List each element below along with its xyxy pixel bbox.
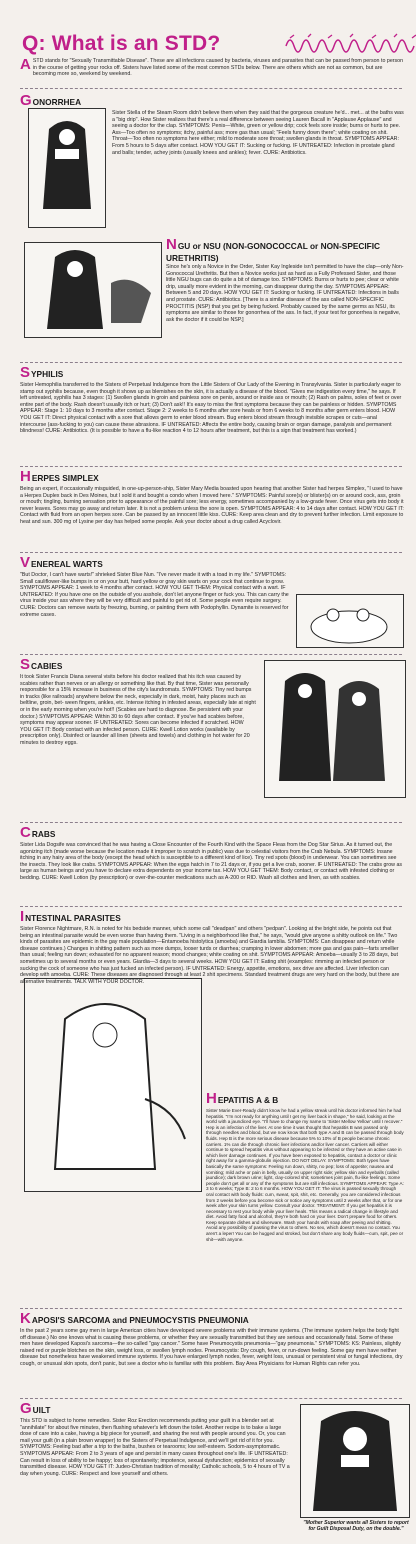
herpes-text: Being an expert, if occasionally misguided, in one-up-person-ship, Sister Mary Media boasted upon hearing that another Sister had herpes Simplex, "I used to have a Herpes Duplex back in Des Moines, but I sold it and bought a condo when I moved here." SYMPTOMS: Painful sore(s) or blister(s) on or around cock, ass, groin or mouth; tingling, burning sensation prior to appearance of the painful sore; less energy, sometimes accompanied by a low-grade fever. Once virus gets into body it never leaves. Sores may go away and return later. It is not a problem unless the sore is open. SYMPTOMS APPEAR: 4 to 14 days after contact. HOW YOU GET IT: Contact with fluid from an open herpes sore. Can be passed by an innocent little kiss. CURE: Keep area clean and dry to prevent further infection. Limit exposure to heat and sun. 300 mg of Lysine per day has helped some people. Ask your doctor about a drug called Acyclovir.: [20, 486, 404, 525]
guilt-heading: UILT: [32, 1405, 51, 1415]
section-divider: [20, 88, 402, 89]
page-title: Q: What is an STD?: [22, 32, 221, 55]
hepatitis-text: Sister Marie Ever-Ready didn't know he had a yellow streak until his doctor informed him he had hepatitis. "I'm not ready for anything until I get my liver back in shape," he said, looking at the world with a jaundiced eye. "I'll have to change my name to 'Sister Mellow Yellow' until I recover." Hep is an infection of the liver. At one time it was thought that hepatitis B was passed only through needles and blood, but we now know that both type A and B can be passed through body fluids. Hep B is the more serious disease because 5% to 10% of B people become chronic carriers. 1% can die through chronic liver infections and/or liver cancer. Carriers will either continue to spread hepatitis virus without appearing to be infected or they have an active case in which liver damage continues. If you have been exposed to hepatitis, contact a doctor or clinic right away for a gamma-globulin injection. DO NOT DELAY. SYMPTOMS: Both types have basically the same symptoms: Feeling run down, shitty, no pep; loss of appetite; nausea and vomiting; mild ache or pain in belly, usually on upper right side; yellow skin and eyeballs (called jaundice); dark brown urine; light, clay-colored shit; sometimes joint pain, flu-like feelings. Some people don't get all or any of the symptoms but are still infectious. SYMPTOMS APPEAR: Type A: 3 to 6 weeks; Type B: 2 to 6 months. HOW YOU GET IT: The virus is passed sexually through oral contact with body fluids: cum, sweat, spit, shit, etc. Generally, you are considered infectious from 2 weeks before you become sick or notice any symptoms until 2 weeks after that, or for one week after your skin turns yellow. Consult your doctor. TREATMENT: If you get hepatitis it is necessary to rest your body while your liver heals. This means a radical change in lifestyle and diet. Avoid fatty food and alcohol, they're both hard on your liver. Don't prepare food for others. Keep separate dishes and silverware. Wash your hands with soap after peeing and shitting. Avoid any possibility of passing the virus to others. No sex, which doesn't mean no contact. You aren't a leper! You can be hugged and stroked, but don't share any body fluids—cum, spit, pee or shit—with anyone.: [206, 1108, 404, 1242]
guilt-drop-cap: G: [20, 1400, 32, 1417]
section-hepatitis: [206, 1090, 404, 1242]
parasites-text: Sister Florence Nightmare, R.N. is noted for his bedside manner, which some call "deadpan" and others "pedpan". Looking at the bright side, he points out that being an intestinal parasite would be even worse than having them. "Living in a neighborhood like that," he says, "would give anyone a shitty outlook on life." Two kinds of parasites are epidemic in the gay male population—Entamoeba histolytica (amoeba) and Giardia lamblia. SYMPTOMS: Can disappear and return while disease continues.) Changes in shitting pattern such as more dumps, looser turds or diarrhea; cramping in lower abdomen; more gas and gas pain—farts smellier than usual; feeling run down; exhausted for no apparent reason; mood changes; white coating on shit. SYMPTOMS APPEAR: Amoeba—usually 3 to 28 days, but sometimes up to several months or even years. Giardia—3 days to several weeks. HOW YOU GET IT: Eating shit (examples: rimming an infected person or sucking the cock of someone who has just fucked an infected person). IF UNTREATED: Energy, appetite, emotions, sex drive are affected. Liver infection can develop with amoeba. CURE: These diseases are diagnosed through at least 2 shit specimens. Standard treatment drugs are very hard on the body, but there are alternative treatments. TALK WITH YOUR DOCTOR.: [20, 926, 400, 985]
crabs-drop-cap: C: [20, 824, 31, 841]
guilt-text: This STD is subject to home remedies. Sister Roz Erection recommends putting your guilt in a blender set at "annihilate" for about five minutes, then flushing whatever's left down the toilet. Another recipe is to bake a large dose of care into a cake, having a big piece for yourself, and sharing the rest with people around you. Or, you can mail your guilt (in a plain brown wrapper) to the Sisters of Perpetual Indulgence, and we'll get rid of it for you. SYMPTOMS: Feeling bad after a trip to the baths, bushes or tearooms; low self-esteem. Sodom-asymptomatic. SYMPTOMS APPEAR: From 2 to 3 years of age and persist in many cases throughout one's life. IF UNTREATED: Can result in loss of ability to be happy; loss of spontaneity; impotence, sexual dysfunction; epidemics of sexually transmitted disease. HOW YOU GET IT: Judeo-Christian tradition of morality; Catholic schools, 5 to 4 hours of TV a day when young. CURE: Respect and love yourself and others.: [20, 1418, 290, 1477]
crabs-heading: RABS: [31, 829, 56, 839]
section-divider: [20, 822, 402, 823]
section-ngu: [166, 236, 404, 323]
section-gonorrhea: [20, 92, 404, 156]
nun-illustration-ngu: [24, 242, 162, 338]
syphilis-heading: YPHILIS: [31, 369, 64, 379]
ngu-drop-cap: N: [166, 236, 177, 253]
gonorrhea-drop-cap: G: [20, 92, 32, 109]
gonorrhea-text: Sister Stella of the Steam Room didn't believe them when they said that the gorgeous creature he'd... met... at the baths was a "big drip". How Sister realizes that there's a real difference between seeing Lauren Bacall in "Applause Applause" and seeing a doctor for the clap. SYMPTOMS: Penis—White, green or yellow drip; cock feels sore inside; burns or hurts to pee. Ass—Too often no symptoms; itchy, painful ass; more gas than usual; "Feels funny down there"; white coating on shit. Throat—Too often no symptoms here either; mild to moderate sore throat; swollen glands in throat. SYMPTOMS APPEAR: From 5 hours to 5 days after contact. HOW YOU GET IT: Sucking or fucking. IF UNTREATED: Infection in prostate gland and balls; tender, achey joints (usually knees and ankles); fever. CURE: Antibiotics.: [112, 110, 404, 156]
illustration-caption: "Mother Superior wants all Sisters to report for Guilt Disposal Duty, on the double.": [303, 1520, 409, 1532]
section-scabies: [20, 656, 404, 747]
syphilis-drop-cap: S: [20, 364, 31, 381]
intro-text: STD stands for "Sexually Transmittable Disease". These are all infections caused by bacteria, viruses and parasites that can be passed from person to person in the course of getting your rocks off. Sisters have listed some of the most common STDs below. There are others which are not as common, but are becoming more so, weekend by weekend.: [32, 58, 404, 78]
kaposis-drop-cap: K: [20, 1310, 31, 1327]
gonorrhea-heading: ONORRHEA: [32, 97, 82, 107]
section-parasites: [20, 908, 404, 985]
hepatitis-heading: EPATITIS A & B: [217, 1095, 279, 1105]
section-herpes: [20, 468, 404, 526]
scabies-heading: CABIES: [31, 661, 63, 671]
section-divider: [20, 1398, 402, 1399]
section-divider: [20, 906, 402, 907]
scabies-drop-cap: S: [20, 656, 31, 673]
section-divider: [20, 552, 402, 553]
warts-text: "But Doctor, I can't have warts!" shrieked Sister Blue Nun. "I've never made it with a toad in my life." SYMPTOMS: Small cauliflower-like bumps in or on your butt, hard yellow or gray skin warts on your cock that continue to grow. SYMPTOMS APPEAR: 1 week to 4 months after contact. HOW YOU GET THEM: Physical contact with a wart. IF UNTREATED: If you have one on the outside of you asshole, don't let anyone finger or fuck you. This can carry the virus inside your ass where they will be very difficult and painful to get rid of. Some people even require surgery. CURE: Doctors can remove warts by freezing, burning, or painting them with Podophyllin. Dynamite is reserved for extreme cases.: [20, 572, 289, 618]
ngu-heading: GU or NSU (NON-GONOCOCCAL or NON-SPECIFIC URETHRITIS): [166, 241, 381, 263]
nurse-nun-illustration: [24, 978, 202, 1192]
decorative-squiggle-icon: [284, 32, 416, 54]
section-guilt: [20, 1400, 294, 1477]
herpes-drop-cap: H: [20, 468, 31, 485]
syphilis-text: Sister Hemophilia transferred to the Sisters of Perpetual Indulgence from the Little Sisters of Our Lady of the Evening in Transylvania. Sister is particularly eager to stamp out syphilis because, even though it shows up as blemishes on the skin, it is actually a disease of the blood. "Gives me indigestion every time," he says. If left untreated, syphilis has 3 stages: (1) Swollen glands in groin and painless sore on penis, around or inside ass or mouth; (2) Rash on palms, soles of feet or over entire part of the body. Rash doesn't usually itch or hurt; (3) Don't ask!! It's easy to miss the first symptoms because they can be painless or hidden. SYMPTOMS APPEAR: Stage 1: 10 days to 3 months after contact. Stage 2: 2 weeks to 6 months after sore heals or from 6 weeks to 8 months after germ enters blood. HOW YOU GET IT: Direct physical contact with a sore that allows germ to enter blood stream. Bug enters blood stream through invisible scrapes or cuts—anal intercourse (ass-fucking to you) can cause these abrasions. IF UNTREATED: Affects the entire body, causing brain or organ damage, paralysis and permanent blindness! CURE: Antibiotics. (It is possible to have a flu-like reaction 4 to 12 hours after treatment, but this is a sign that treatment has worked.): [20, 382, 402, 435]
intro-drop-cap: A: [20, 56, 31, 73]
section-divider: [20, 1308, 402, 1309]
kaposis-text: In the past 2 years some gay men in large American cities have developed severe problems with their immune systems. (The immune system helps the body fight off disease.) No one knows what is causing these problems, or whether they are sexually transmitted but they are serious and occasionally fatal. Some of these men have developed Kaposi's sarcoma—the so-called "gay cancer." Some have Pneumocystis pneumonia—"gay pneumonia." SYMPTOMS: KS: Painless, slightly raised red or purple blotches on the skin, weight loss, or swollen lymph nodes. Pneumocystis: Dry cough, fever, or run-down feeling. Some gay men have neither disease but nonetheless have weakened immune systems. If you have enlarged lymph nodes, fever, weight loss, unusual or persistent viral or fungal infections, dry cough, or unusual skin spots, don't panic, but see a doctor who is familiar with this problem. Bay Area Physicians for Human Rights can refer you.: [20, 1328, 403, 1367]
parasites-drop-cap: I: [20, 908, 25, 925]
intro-section: [20, 58, 404, 78]
header: [22, 32, 412, 56]
section-syphilis: [20, 364, 404, 435]
crabs-text: Sister Lida Dogsife was convinced that he was having a Close Encounter of the Fourth Kind with the Space Fleas from the Dog Star Sirius. As it turned out, the agonizing itch (made worse because the location made it improper to scratch in public) was due to celestial visitors from the Crab Nebula. SYMPTOMS: Insane itching in any hairy area of the body (except the head which is susceptible to a different kind of lice). Tiny red spots (blood) in underwear. You can sometimes see the insects. They look like crabs. SYMPTOMS APPEAR: When the eggs hatch in 7 to 21 days or, if you get a live crab, sooner. IF UNTREATED: The crabs grow as large as human beings and you have to declare extra dependents on your income tax. HOW YOU GET THEM: Body contact, or contact with infested clothing or bedding. CURE: Kwell Lotion (by prescription) or over-the-counter medications such as A-200 or RID. Wash all clothes and linen, as with scabies.: [20, 842, 403, 881]
hepatitis-drop-cap: H: [206, 1090, 217, 1107]
section-divider: [20, 362, 402, 363]
section-divider: [20, 654, 402, 655]
section-kaposis: [20, 1310, 404, 1368]
warts-heading: ENEREAL WARTS: [31, 559, 103, 569]
section-divider: [20, 466, 402, 467]
warts-drop-cap: V: [20, 554, 31, 571]
section-warts: [20, 554, 404, 618]
kaposis-heading: APOSI'S SARCOMA and PNEUMOCYSTIS PNEUMONIA: [31, 1315, 249, 1325]
scabies-text: It took Sister Francis Diana several visits before his doctor realized that his itch was caused by scabies rather than nerves or an allergy or something like that. By that time, Sister was personally responsible for a 15% increase in business of the city's laundromats. SYMPTOMS: Tiny red bumps in tracks (like railroads) anywhere below the neck, especially in dark, moist, hairy places such as beltline, groin, bet- ween fingers, ankles, etc. Intense itching in infested areas, especially late at night or in the early morning when you're hot!! (Scabies are hard to diagnose. Be persistent with your doctor.) SYMPTOMS APPEAR: Within 30 to 60 days after contact. If you've had scabies before, symptoms may appear sooner. IF UNTREATED: Sores can become infected if scratched. HOW YOU GET IT: Body contact with an infected person. CURE: Kwell Lotion works (available by prescription only). Disinfect or launder all linen (sheets and towels) and clothing in hot water for 20 minutes to destroy eggs.: [20, 674, 256, 746]
section-crabs: [20, 824, 404, 882]
ngu-text: Since he's only a Novice in the Order, Sister Kay Ingleside isn't permitted to have the clap—only Non-Gonococcal Urethritis. But then a Novice works just as hard as a Fully Professed Sister, and those little NGU bugs can do quite a bit of damage too. SYMPTOMS: Burns or hurts to pee; clear or white drip, usually more evident in the morning, can disappear during the day. SYMPTOMS APPEAR: Between 5 and 20 days. HOW YOU GET IT: Sucking or fucking. IF UNTREATED: Infections in balls and prostate. CURE: Antibiotics. [There is a similar disease of the ass called NON-SPECIFIC PROCTITIS (NSP) that you get by being fucked. Probably caused by the same germs as NSU, its symptoms are similar to those for gonorrhea of the ass. In fact, if your test for gonorrhea is negative, ask the doctor if it could be NSP.]: [166, 264, 404, 323]
parasites-heading: NTESTINAL PARASITES: [25, 913, 121, 923]
mother-superior-illustration: [300, 1404, 410, 1518]
herpes-heading: ERPES SIMPLEX: [31, 473, 99, 483]
